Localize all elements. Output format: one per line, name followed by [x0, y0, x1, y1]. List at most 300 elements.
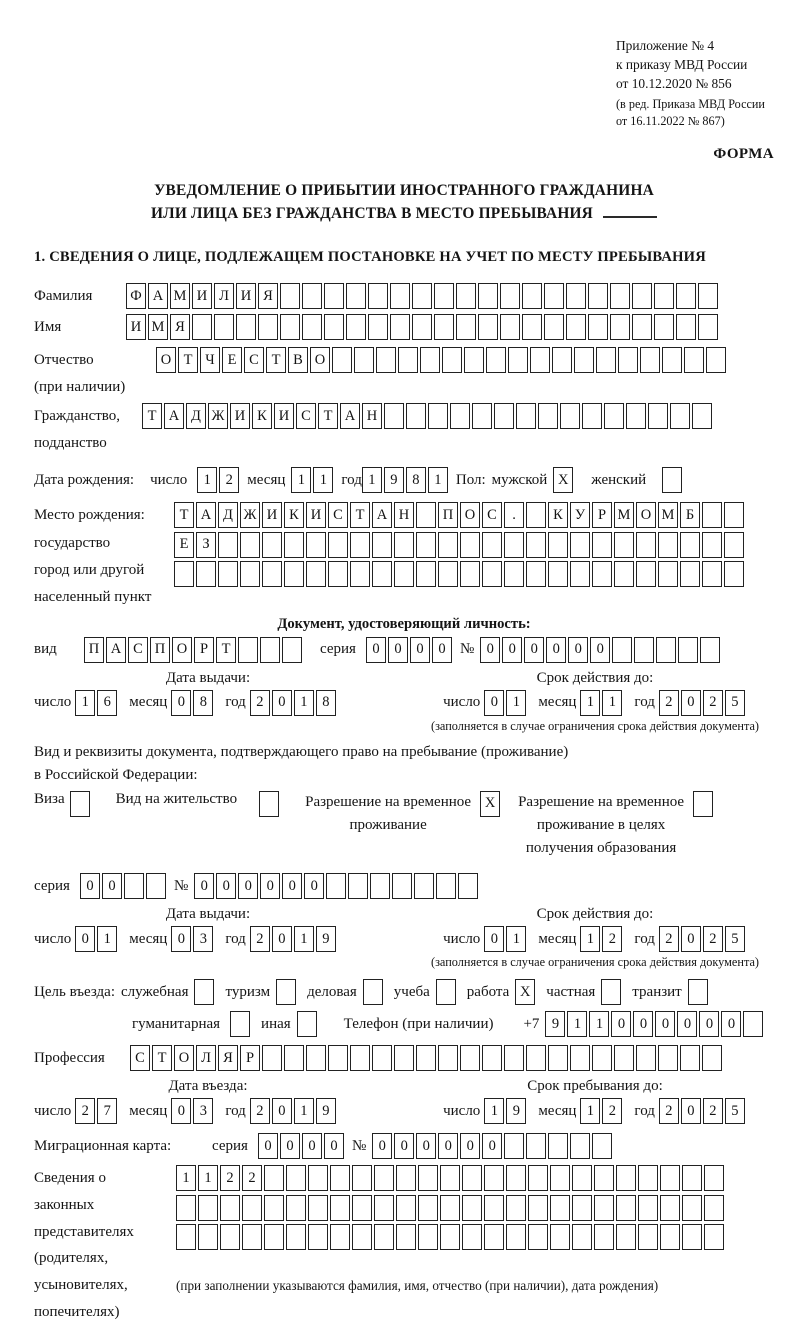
form-cell[interactable]: И [230, 403, 250, 429]
form-cell[interactable]: А [372, 502, 392, 528]
checkbox-cell[interactable] [688, 979, 708, 1005]
form-cell[interactable] [308, 1195, 328, 1221]
form-cell[interactable] [743, 1011, 763, 1037]
form-cell[interactable]: М [170, 283, 190, 309]
form-cell[interactable] [262, 1045, 282, 1071]
form-cell[interactable] [504, 1045, 524, 1071]
form-cell[interactable] [638, 1224, 658, 1250]
form-cell[interactable]: 0 [432, 637, 452, 663]
form-cell[interactable] [724, 561, 744, 587]
form-cell[interactable] [460, 561, 480, 587]
form-cell[interactable] [614, 1045, 634, 1071]
form-cell[interactable] [372, 561, 392, 587]
form-cell[interactable]: 2 [75, 1098, 95, 1124]
form-cell[interactable] [146, 873, 166, 899]
checkbox-cell[interactable]: X [553, 467, 573, 493]
form-cell[interactable] [368, 314, 388, 340]
form-cell[interactable] [638, 1195, 658, 1221]
form-cell[interactable]: 1 [428, 467, 448, 493]
form-cell[interactable] [280, 314, 300, 340]
form-cell[interactable]: . [504, 502, 524, 528]
form-cell[interactable]: 0 [484, 690, 504, 716]
checkbox-cell[interactable] [194, 979, 214, 1005]
form-cell[interactable] [484, 1165, 504, 1191]
form-cell[interactable] [566, 314, 586, 340]
form-cell[interactable]: Б [680, 502, 700, 528]
form-cell[interactable] [242, 1195, 262, 1221]
form-cell[interactable]: А [196, 502, 216, 528]
form-cell[interactable] [592, 532, 612, 558]
form-cell[interactable]: 0 [171, 690, 191, 716]
form-cell[interactable]: Ж [240, 502, 260, 528]
form-cell[interactable] [682, 1165, 702, 1191]
form-cell[interactable]: Л [214, 283, 234, 309]
form-cell[interactable]: С [244, 347, 264, 373]
form-cell[interactable] [390, 283, 410, 309]
form-cell[interactable] [440, 1195, 460, 1221]
form-cell[interactable] [654, 283, 674, 309]
form-cell[interactable]: 8 [316, 690, 336, 716]
form-cell[interactable]: З [196, 532, 216, 558]
form-cell[interactable]: 0 [216, 873, 236, 899]
form-cell[interactable] [570, 1133, 590, 1159]
form-cell[interactable]: 0 [280, 1133, 300, 1159]
form-cell[interactable] [416, 532, 436, 558]
form-cell[interactable] [656, 637, 676, 663]
form-cell[interactable] [648, 403, 668, 429]
form-cell[interactable]: Л [196, 1045, 216, 1071]
form-cell[interactable] [330, 1165, 350, 1191]
form-cell[interactable] [478, 283, 498, 309]
form-cell[interactable] [124, 873, 144, 899]
form-cell[interactable]: П [84, 637, 104, 663]
form-cell[interactable] [462, 1224, 482, 1250]
form-cell[interactable] [724, 532, 744, 558]
form-cell[interactable]: П [438, 502, 458, 528]
form-cell[interactable] [284, 1045, 304, 1071]
form-cell[interactable] [352, 1195, 372, 1221]
form-cell[interactable] [610, 283, 630, 309]
form-cell[interactable]: Н [362, 403, 382, 429]
form-cell[interactable] [702, 532, 722, 558]
form-cell[interactable] [508, 347, 528, 373]
form-cell[interactable] [614, 561, 634, 587]
form-cell[interactable] [280, 283, 300, 309]
form-cell[interactable] [440, 1165, 460, 1191]
form-cell[interactable]: И [192, 283, 212, 309]
form-cell[interactable] [436, 873, 456, 899]
form-cell[interactable]: 1 [294, 1098, 314, 1124]
form-cell[interactable] [594, 1224, 614, 1250]
form-cell[interactable] [176, 1224, 196, 1250]
form-cell[interactable] [682, 1224, 702, 1250]
form-cell[interactable] [640, 347, 660, 373]
form-cell[interactable]: Т [318, 403, 338, 429]
form-cell[interactable] [458, 873, 478, 899]
form-cell[interactable]: 9 [384, 467, 404, 493]
form-cell[interactable] [616, 1165, 636, 1191]
form-cell[interactable] [420, 347, 440, 373]
form-cell[interactable]: 0 [460, 1133, 480, 1159]
form-cell[interactable]: Т [152, 1045, 172, 1071]
form-cell[interactable]: 0 [677, 1011, 697, 1037]
form-cell[interactable]: И [262, 502, 282, 528]
form-cell[interactable] [548, 532, 568, 558]
form-cell[interactable] [374, 1195, 394, 1221]
form-cell[interactable]: А [148, 283, 168, 309]
form-cell[interactable] [198, 1195, 218, 1221]
form-cell[interactable] [264, 1195, 284, 1221]
form-cell[interactable]: 0 [524, 637, 544, 663]
form-cell[interactable] [350, 1045, 370, 1071]
form-cell[interactable]: 5 [725, 926, 745, 952]
form-cell[interactable]: 2 [602, 1098, 622, 1124]
form-cell[interactable] [574, 347, 594, 373]
form-cell[interactable]: С [130, 1045, 150, 1071]
form-cell[interactable]: 2 [250, 690, 270, 716]
form-cell[interactable]: Р [240, 1045, 260, 1071]
form-cell[interactable] [372, 1045, 392, 1071]
checkbox-cell[interactable] [662, 467, 682, 493]
form-cell[interactable] [522, 283, 542, 309]
form-cell[interactable]: Е [174, 532, 194, 558]
form-cell[interactable]: 9 [316, 1098, 336, 1124]
form-cell[interactable]: 0 [410, 637, 430, 663]
form-cell[interactable]: 5 [725, 1098, 745, 1124]
form-cell[interactable] [328, 561, 348, 587]
form-cell[interactable] [484, 1195, 504, 1221]
form-cell[interactable]: 0 [568, 637, 588, 663]
form-cell[interactable]: 2 [659, 1098, 679, 1124]
form-cell[interactable] [528, 1224, 548, 1250]
form-cell[interactable] [570, 532, 590, 558]
form-cell[interactable]: Я [218, 1045, 238, 1071]
form-cell[interactable] [350, 532, 370, 558]
form-cell[interactable] [486, 347, 506, 373]
form-cell[interactable] [418, 1224, 438, 1250]
form-cell[interactable]: К [284, 502, 304, 528]
form-cell[interactable] [550, 1224, 570, 1250]
form-cell[interactable]: 0 [721, 1011, 741, 1037]
form-cell[interactable]: Т [174, 502, 194, 528]
form-cell[interactable]: 0 [484, 926, 504, 952]
form-cell[interactable] [610, 314, 630, 340]
form-cell[interactable] [632, 314, 652, 340]
form-cell[interactable] [438, 532, 458, 558]
form-cell[interactable]: 0 [681, 1098, 701, 1124]
form-cell[interactable]: 2 [703, 926, 723, 952]
form-cell[interactable] [434, 314, 454, 340]
form-cell[interactable] [526, 532, 546, 558]
form-cell[interactable] [572, 1165, 592, 1191]
form-cell[interactable] [394, 532, 414, 558]
form-cell[interactable] [658, 1045, 678, 1071]
form-cell[interactable]: 0 [171, 926, 191, 952]
form-cell[interactable]: 2 [242, 1165, 262, 1191]
form-cell[interactable] [196, 561, 216, 587]
form-cell[interactable]: Т [266, 347, 286, 373]
form-cell[interactable]: И [236, 283, 256, 309]
form-cell[interactable]: 1 [602, 690, 622, 716]
form-cell[interactable]: 0 [324, 1133, 344, 1159]
form-cell[interactable]: 1 [313, 467, 333, 493]
form-cell[interactable] [262, 561, 282, 587]
form-cell[interactable]: У [570, 502, 590, 528]
form-cell[interactable] [418, 1165, 438, 1191]
form-cell[interactable]: С [328, 502, 348, 528]
form-cell[interactable] [698, 283, 718, 309]
form-cell[interactable] [660, 1224, 680, 1250]
form-cell[interactable]: Ж [208, 403, 228, 429]
form-cell[interactable]: 2 [602, 926, 622, 952]
form-cell[interactable]: 2 [703, 690, 723, 716]
form-cell[interactable] [286, 1165, 306, 1191]
form-cell[interactable] [352, 1224, 372, 1250]
form-cell[interactable]: 8 [193, 690, 213, 716]
form-cell[interactable] [654, 314, 674, 340]
form-cell[interactable]: 0 [260, 873, 280, 899]
form-cell[interactable] [260, 637, 280, 663]
form-cell[interactable] [552, 347, 572, 373]
checkbox-cell[interactable] [297, 1011, 317, 1037]
checkbox-cell[interactable] [601, 979, 621, 1005]
form-cell[interactable] [352, 1165, 372, 1191]
form-cell[interactable]: Р [592, 502, 612, 528]
form-cell[interactable]: 0 [480, 637, 500, 663]
form-cell[interactable] [516, 403, 536, 429]
form-cell[interactable]: 5 [725, 690, 745, 716]
form-cell[interactable]: 0 [272, 926, 292, 952]
form-cell[interactable]: П [150, 637, 170, 663]
form-cell[interactable] [670, 403, 690, 429]
form-cell[interactable]: 0 [655, 1011, 675, 1037]
form-cell[interactable] [588, 314, 608, 340]
form-cell[interactable] [724, 502, 744, 528]
form-cell[interactable] [482, 1045, 502, 1071]
form-cell[interactable]: 1 [291, 467, 311, 493]
form-cell[interactable]: М [614, 502, 634, 528]
form-cell[interactable] [392, 873, 412, 899]
form-cell[interactable]: 3 [193, 1098, 213, 1124]
form-cell[interactable]: 0 [171, 1098, 191, 1124]
form-cell[interactable]: 1 [294, 690, 314, 716]
form-cell[interactable] [434, 283, 454, 309]
form-cell[interactable] [214, 314, 234, 340]
form-cell[interactable] [462, 1195, 482, 1221]
form-cell[interactable] [570, 1045, 590, 1071]
form-cell[interactable] [324, 283, 344, 309]
form-cell[interactable]: Я [258, 283, 278, 309]
form-cell[interactable] [692, 403, 712, 429]
checkbox-cell[interactable] [259, 791, 279, 817]
form-cell[interactable] [412, 283, 432, 309]
form-cell[interactable] [308, 1224, 328, 1250]
form-cell[interactable] [680, 1045, 700, 1071]
form-cell[interactable]: В [288, 347, 308, 373]
form-cell[interactable] [592, 561, 612, 587]
form-cell[interactable] [264, 1224, 284, 1250]
form-cell[interactable]: 0 [394, 1133, 414, 1159]
form-cell[interactable]: О [636, 502, 656, 528]
form-cell[interactable]: М [148, 314, 168, 340]
form-cell[interactable] [416, 1045, 436, 1071]
form-cell[interactable] [368, 283, 388, 309]
form-cell[interactable] [662, 347, 682, 373]
form-cell[interactable] [374, 1224, 394, 1250]
checkbox-cell[interactable] [276, 979, 296, 1005]
form-cell[interactable]: 0 [194, 873, 214, 899]
form-cell[interactable] [240, 561, 260, 587]
form-cell[interactable] [700, 637, 720, 663]
form-cell[interactable] [220, 1195, 240, 1221]
form-cell[interactable] [306, 532, 326, 558]
form-cell[interactable] [472, 403, 492, 429]
form-cell[interactable] [354, 347, 374, 373]
form-cell[interactable]: Д [186, 403, 206, 429]
form-cell[interactable] [596, 347, 616, 373]
form-cell[interactable] [406, 403, 426, 429]
form-cell[interactable]: 0 [388, 637, 408, 663]
form-cell[interactable] [614, 532, 634, 558]
form-cell[interactable] [284, 532, 304, 558]
form-cell[interactable] [346, 283, 366, 309]
form-cell[interactable]: 0 [272, 1098, 292, 1124]
form-cell[interactable] [176, 1195, 196, 1221]
form-cell[interactable]: Е [222, 347, 242, 373]
form-cell[interactable]: 0 [258, 1133, 278, 1159]
checkbox-cell[interactable] [363, 979, 383, 1005]
form-cell[interactable] [658, 532, 678, 558]
form-cell[interactable] [618, 347, 638, 373]
form-cell[interactable] [638, 1165, 658, 1191]
form-cell[interactable] [396, 1165, 416, 1191]
form-cell[interactable]: 1 [484, 1098, 504, 1124]
form-cell[interactable]: Д [218, 502, 238, 528]
form-cell[interactable] [286, 1224, 306, 1250]
form-cell[interactable]: 2 [659, 926, 679, 952]
form-cell[interactable]: Т [216, 637, 236, 663]
form-cell[interactable] [616, 1195, 636, 1221]
form-cell[interactable] [528, 1165, 548, 1191]
form-cell[interactable]: О [310, 347, 330, 373]
form-cell[interactable] [376, 347, 396, 373]
form-cell[interactable] [616, 1224, 636, 1250]
form-cell[interactable]: 1 [97, 926, 117, 952]
form-cell[interactable] [550, 1195, 570, 1221]
form-cell[interactable] [706, 347, 726, 373]
form-cell[interactable] [242, 1224, 262, 1250]
form-cell[interactable]: С [482, 502, 502, 528]
form-cell[interactable]: 0 [238, 873, 258, 899]
form-cell[interactable] [506, 1224, 526, 1250]
form-cell[interactable] [456, 314, 476, 340]
form-cell[interactable] [308, 1165, 328, 1191]
form-cell[interactable]: 1 [506, 926, 526, 952]
form-cell[interactable]: Т [350, 502, 370, 528]
form-cell[interactable]: 0 [681, 690, 701, 716]
checkbox-cell[interactable] [436, 979, 456, 1005]
form-cell[interactable] [306, 1045, 326, 1071]
form-cell[interactable] [678, 637, 698, 663]
form-cell[interactable]: Ч [200, 347, 220, 373]
form-cell[interactable]: 9 [545, 1011, 565, 1037]
form-cell[interactable]: 9 [316, 926, 336, 952]
form-cell[interactable] [460, 532, 480, 558]
form-cell[interactable]: И [306, 502, 326, 528]
form-cell[interactable]: 9 [506, 1098, 526, 1124]
form-cell[interactable]: С [128, 637, 148, 663]
form-cell[interactable]: 1 [198, 1165, 218, 1191]
form-cell[interactable] [302, 314, 322, 340]
form-cell[interactable] [218, 561, 238, 587]
form-cell[interactable] [326, 873, 346, 899]
form-cell[interactable] [284, 561, 304, 587]
form-cell[interactable]: 1 [506, 690, 526, 716]
form-cell[interactable] [220, 1224, 240, 1250]
form-cell[interactable] [504, 532, 524, 558]
form-cell[interactable] [218, 532, 238, 558]
form-cell[interactable] [306, 561, 326, 587]
form-cell[interactable] [544, 283, 564, 309]
form-cell[interactable] [592, 1133, 612, 1159]
form-cell[interactable] [526, 1045, 546, 1071]
form-cell[interactable]: А [164, 403, 184, 429]
checkbox-cell[interactable]: X [480, 791, 500, 817]
form-cell[interactable]: А [106, 637, 126, 663]
form-cell[interactable]: 0 [372, 1133, 392, 1159]
form-cell[interactable] [192, 314, 212, 340]
form-cell[interactable] [478, 314, 498, 340]
form-cell[interactable] [636, 1045, 656, 1071]
checkbox-cell[interactable] [693, 791, 713, 817]
form-cell[interactable] [506, 1165, 526, 1191]
form-cell[interactable] [346, 314, 366, 340]
form-cell[interactable] [658, 561, 678, 587]
form-cell[interactable]: М [658, 502, 678, 528]
form-cell[interactable] [332, 347, 352, 373]
form-cell[interactable]: 0 [482, 1133, 502, 1159]
form-cell[interactable] [262, 532, 282, 558]
form-cell[interactable]: И [126, 314, 146, 340]
form-cell[interactable] [504, 1133, 524, 1159]
form-cell[interactable] [566, 283, 586, 309]
form-cell[interactable] [330, 1224, 350, 1250]
form-cell[interactable] [682, 1195, 702, 1221]
form-cell[interactable] [370, 873, 390, 899]
form-cell[interactable]: Ф [126, 283, 146, 309]
form-cell[interactable]: 2 [219, 467, 239, 493]
form-cell[interactable] [240, 532, 260, 558]
form-cell[interactable] [390, 314, 410, 340]
form-cell[interactable]: Т [178, 347, 198, 373]
form-cell[interactable] [500, 283, 520, 309]
form-cell[interactable] [676, 314, 696, 340]
form-cell[interactable]: С [296, 403, 316, 429]
form-cell[interactable]: 0 [366, 637, 386, 663]
form-cell[interactable] [548, 1045, 568, 1071]
form-cell[interactable]: 8 [406, 467, 426, 493]
form-cell[interactable]: И [274, 403, 294, 429]
form-cell[interactable] [384, 403, 404, 429]
form-cell[interactable] [348, 873, 368, 899]
form-cell[interactable] [538, 403, 558, 429]
form-cell[interactable] [582, 403, 602, 429]
form-cell[interactable] [526, 561, 546, 587]
form-cell[interactable] [572, 1195, 592, 1221]
form-cell[interactable]: 0 [681, 926, 701, 952]
form-cell[interactable] [680, 561, 700, 587]
form-cell[interactable]: 0 [304, 873, 324, 899]
